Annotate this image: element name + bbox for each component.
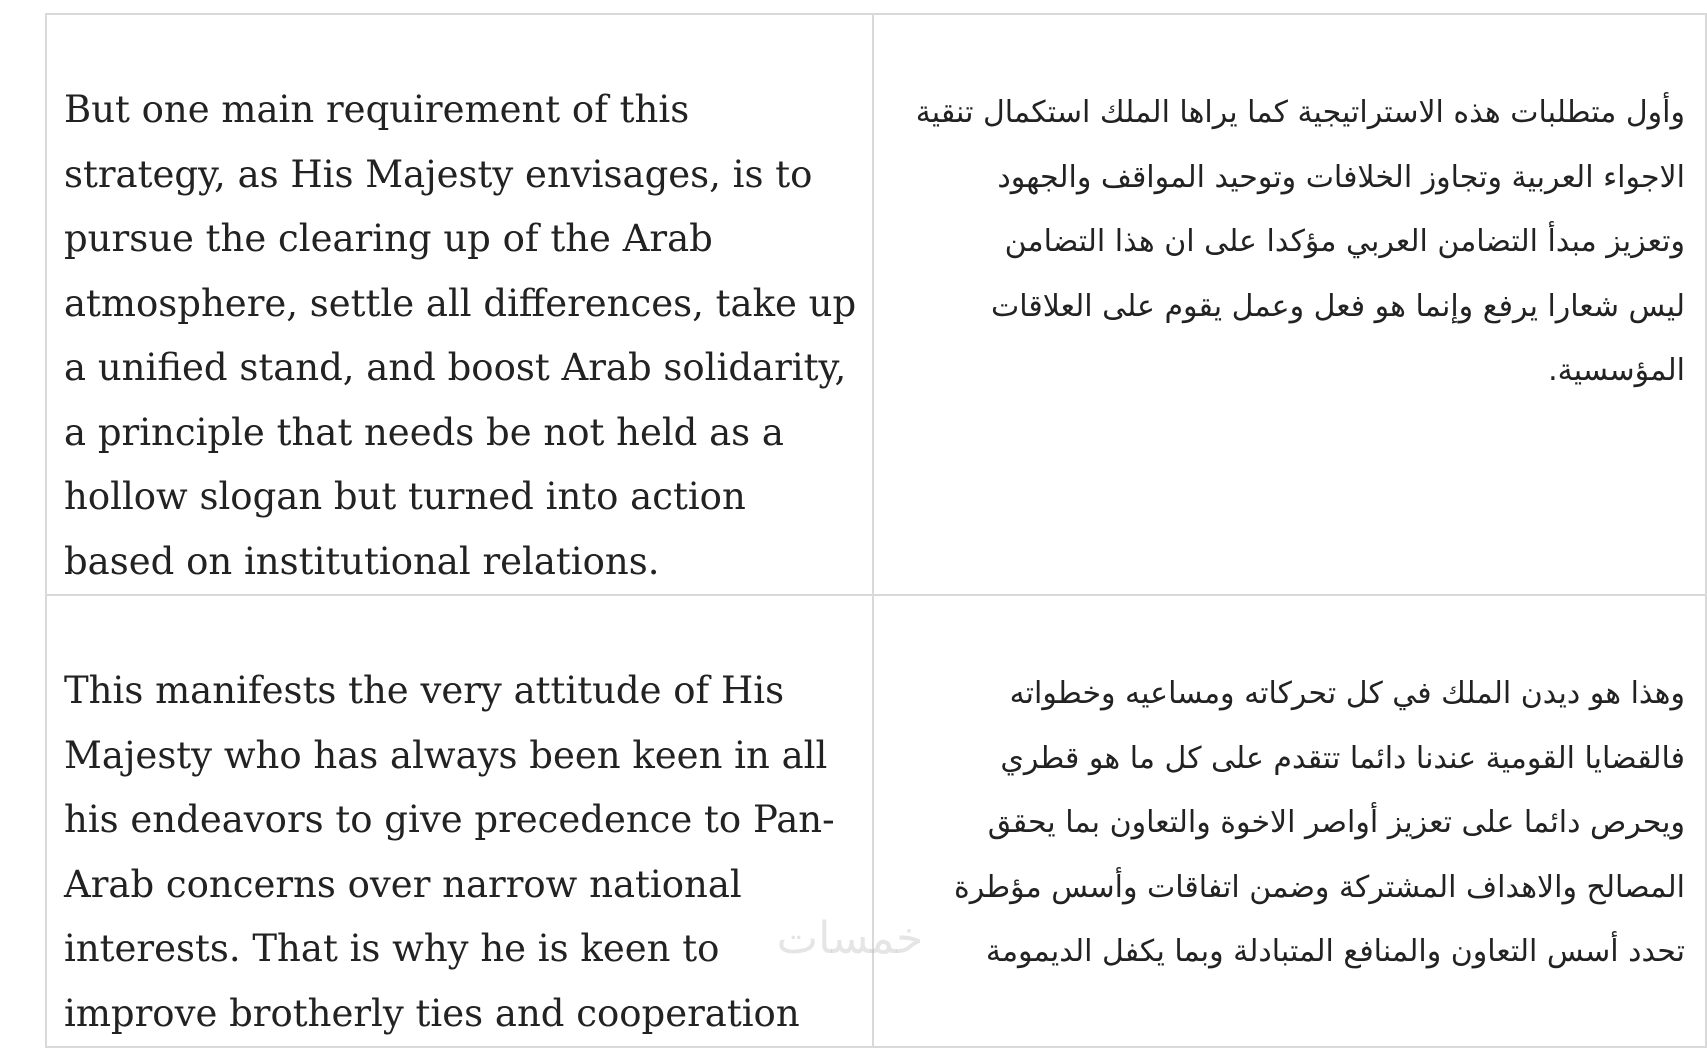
arabic-line: تحدد أسس التعاون والمنافع المتبادلة وبما يكفل الديمومة <box>985 934 1685 969</box>
arabic-cell <box>873 14 1706 595</box>
arabic-line: وأول متطلبات هذه الاستراتيجية كما يراها الملك استكمال تنقية <box>915 95 1685 130</box>
arabic-line: المصالح والاهداف المشتركة وضمن اتفاقات وأسس مؤطرة <box>954 869 1685 905</box>
english-paragraph: This manifests the very attitude of His Majesty who has always been keen in all his endeavors to give precedence to Pan-Arab concerns over narrow national interests. That is why he is keen to improve brotherly ties and cooperation <box>64 669 835 1035</box>
arabic-line: الاجواء العربية وتجاوز الخلافات وتوحيد المواقف والجهود <box>997 159 1685 195</box>
english-cell <box>46 14 873 595</box>
bilingual-table <box>45 13 1707 1048</box>
english-cell <box>46 595 873 1047</box>
arabic-line: فالقضايا القومية عندنا دائما تتقدم على كل ما هو قطري <box>1000 740 1685 776</box>
english-paragraph: But one main requirement of this strategy, as His Majesty envisages, is to pursue the clearing up of the Arab atmosphere, settle all differences, take up a unified stand, and boost Arab solidarity, a principle that needs be not held as a hollow slogan but turned into action based on institutional relations. <box>64 88 857 583</box>
arabic-line: ويحرص دائما على تعزيز أواصر الاخوة والتعاون بما يحقق <box>987 805 1685 840</box>
arabic-line: المؤسسية. <box>1548 353 1685 388</box>
table-row <box>46 14 1706 595</box>
arabic-cell <box>873 595 1706 1047</box>
table-row <box>46 595 1706 1047</box>
arabic-line: ليس شعارا يرفع وإنما هو فعل وعمل يقوم على العلاقات <box>990 288 1685 324</box>
arabic-line: وتعزيز مبدأ التضامن العربي مؤكدا على ان هذا التضامن <box>1004 224 1685 259</box>
arabic-paragraph <box>874 596 1705 985</box>
arabic-paragraph <box>874 15 1705 404</box>
arabic-line: وهذا هو ديدن الملك في كل تحركاته ومساعيه وخطواته <box>1009 676 1685 711</box>
watermark-logo: خمسات <box>776 913 924 964</box>
